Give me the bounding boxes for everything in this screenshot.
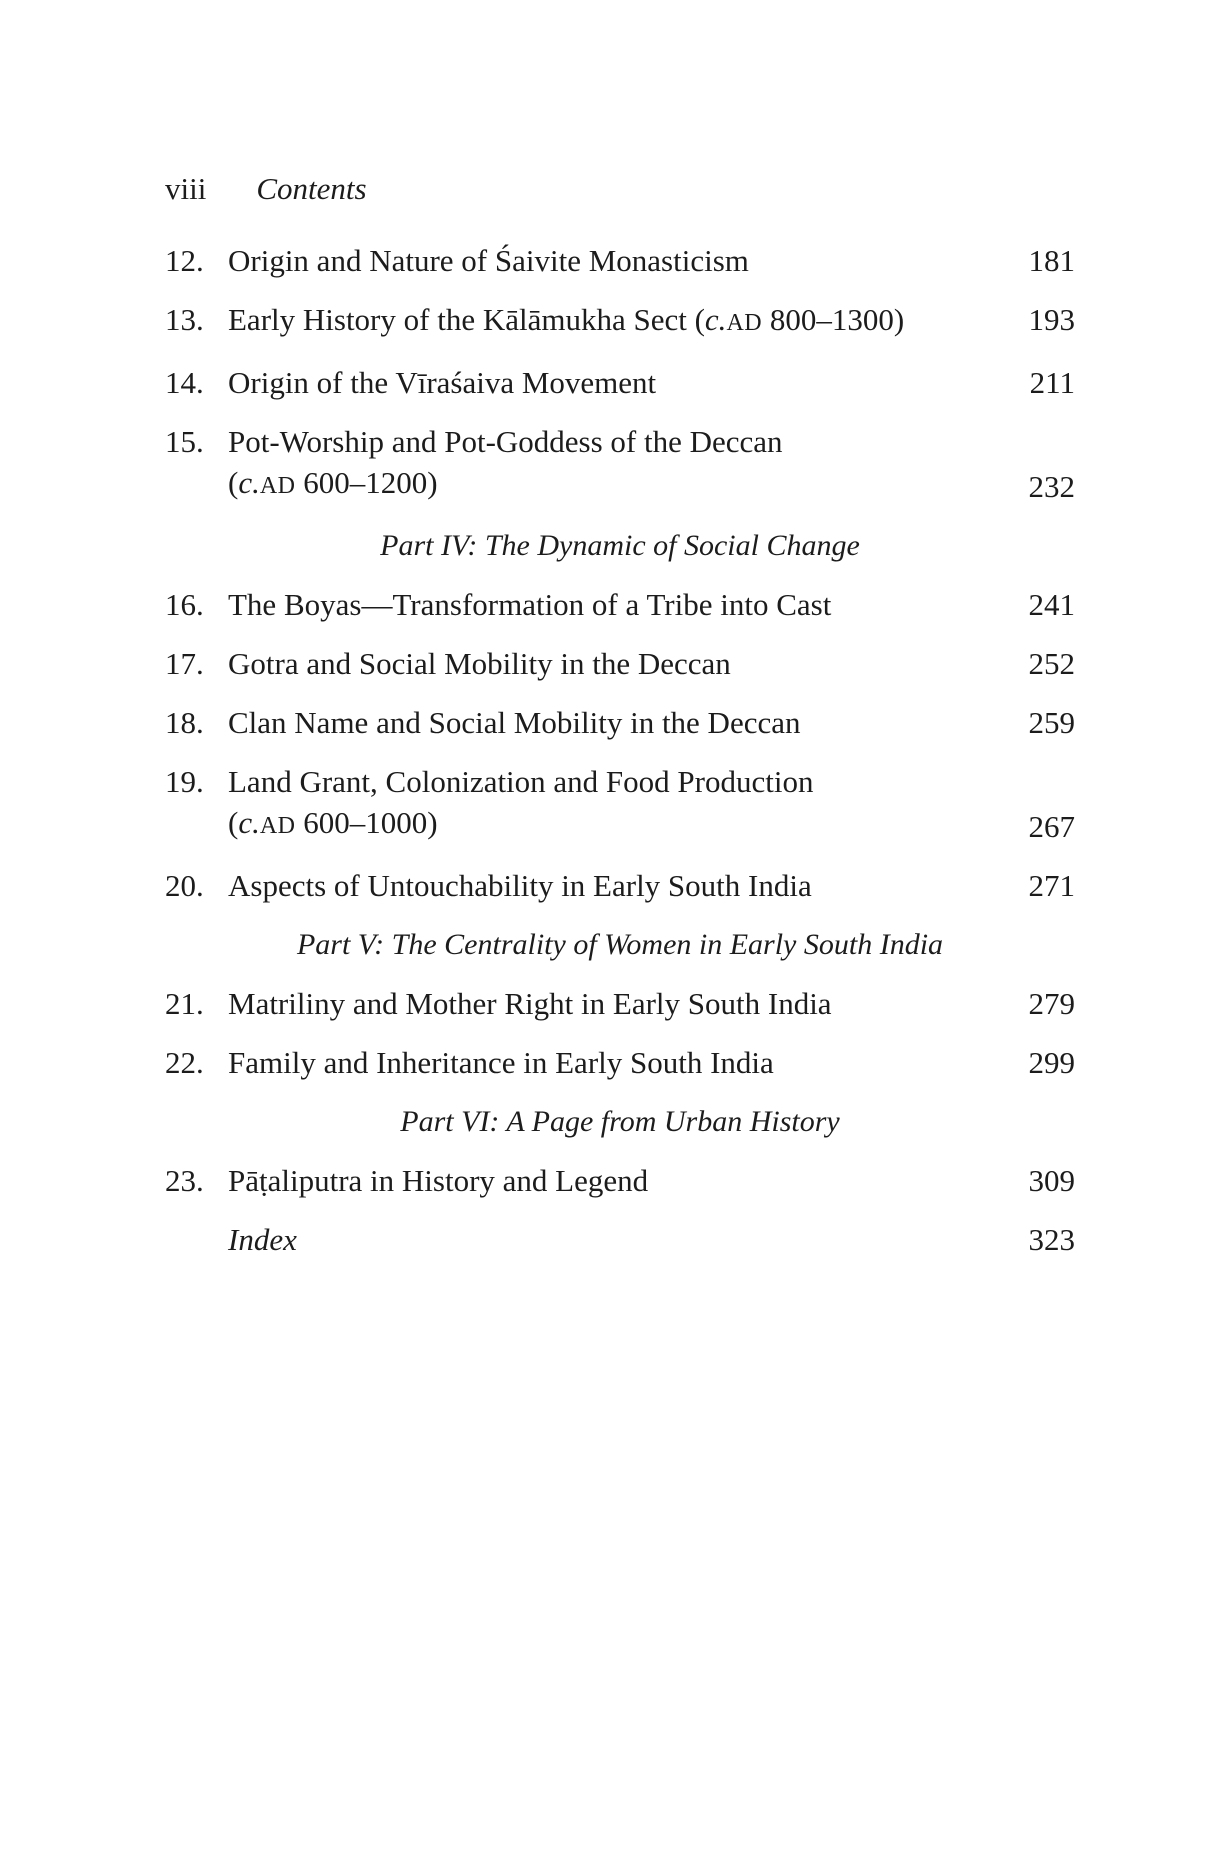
page-number: 279 bbox=[1028, 986, 1075, 1021]
page-number: 241 bbox=[1028, 587, 1075, 622]
chapter-number: 23. bbox=[165, 1163, 204, 1198]
folio-number: viii bbox=[165, 171, 207, 206]
circa-abbrev: c. bbox=[704, 302, 727, 337]
chapter-title: Origin of the Vīraśaiva Movement bbox=[228, 365, 657, 400]
page-number: 193 bbox=[1028, 302, 1075, 337]
page-number: 267 bbox=[1028, 809, 1075, 844]
part-heading-vi: Part VI: A Page from Urban History bbox=[400, 1105, 840, 1138]
chapter-number: 12. bbox=[165, 243, 204, 278]
chapter-number: 18. bbox=[165, 705, 204, 740]
toc-entry-22 bbox=[165, 1042, 1075, 1083]
chapter-title: Early History of the Kālāmukha Sect (c.AD 800–1300) bbox=[228, 302, 905, 337]
toc-entry-21 bbox=[165, 983, 1075, 1024]
chapter-number: 14. bbox=[165, 365, 204, 400]
chapter-title: Land Grant, Colonization and Food Production (c.AD 600–1000) bbox=[228, 764, 814, 840]
era-abbrev: AD bbox=[726, 310, 763, 336]
page-number: 259 bbox=[1028, 705, 1075, 740]
chapter-number: 20. bbox=[165, 868, 204, 903]
chapter-number: 17. bbox=[165, 646, 204, 681]
toc-entry-17 bbox=[165, 643, 1075, 684]
chapter-title: Family and Inheritance in Early South India bbox=[228, 1045, 774, 1080]
toc-entry-16 bbox=[165, 584, 1075, 625]
chapter-title: Gotra and Social Mobility in the Deccan bbox=[228, 646, 731, 681]
page-header bbox=[165, 168, 1075, 209]
page-number: 211 bbox=[1029, 365, 1075, 400]
chapter-title: The Boyas—Transformation of a Tribe into Cast bbox=[228, 587, 832, 622]
part-heading-iv: Part IV: The Dynamic of Social Change bbox=[380, 529, 860, 562]
toc-entry-index bbox=[165, 1219, 1075, 1260]
toc-entry-23 bbox=[165, 1160, 1075, 1201]
era-abbrev: AD bbox=[259, 813, 296, 839]
chapter-title: Aspects of Untouchability in Early South India bbox=[228, 868, 812, 903]
page-number: 309 bbox=[1028, 1163, 1075, 1198]
chapter-number: 19. bbox=[165, 764, 204, 799]
page-number: 271 bbox=[1028, 868, 1075, 903]
toc-entry-19 bbox=[165, 761, 1075, 847]
page-number: 252 bbox=[1028, 646, 1075, 681]
chapter-number: 16. bbox=[165, 587, 204, 622]
toc-entry-20 bbox=[165, 865, 1075, 906]
chapter-number: 21. bbox=[165, 986, 204, 1021]
toc-entry-18 bbox=[165, 702, 1075, 743]
chapter-number: 22. bbox=[165, 1045, 204, 1080]
chapter-title: Matriliny and Mother Right in Early South India bbox=[228, 986, 832, 1021]
chapter-number bbox=[165, 1219, 228, 1260]
toc-entry-12 bbox=[165, 240, 1075, 281]
page-number: 323 bbox=[1028, 1222, 1075, 1257]
chapter-number: 15. bbox=[165, 424, 204, 459]
toc-entry-13 bbox=[165, 299, 1075, 344]
toc-entry-15 bbox=[165, 421, 1075, 507]
chapter-title: Clan Name and Social Mobility in the Deccan bbox=[228, 705, 801, 740]
chapter-title: Pāṭaliputra in History and Legend bbox=[228, 1163, 649, 1198]
chapter-number: 13. bbox=[165, 302, 204, 337]
page-number: 181 bbox=[1028, 243, 1075, 278]
part-heading-v: Part V: The Centrality of Women in Early South India bbox=[296, 928, 944, 961]
index-label: Index bbox=[228, 1222, 297, 1257]
running-head: Contents bbox=[256, 171, 367, 206]
circa-abbrev: c. bbox=[238, 465, 260, 500]
toc-entry-14 bbox=[165, 362, 1075, 403]
page-number: 232 bbox=[1028, 469, 1075, 504]
chapter-title: Origin and Nature of Śaivite Monasticism bbox=[228, 243, 749, 278]
chapter-title: Pot-Worship and Pot-Goddess of the Deccan (c.AD 600–1200) bbox=[228, 424, 783, 500]
page-number: 299 bbox=[1028, 1045, 1075, 1080]
era-abbrev: AD bbox=[259, 473, 296, 499]
circa-abbrev: c. bbox=[238, 805, 260, 840]
